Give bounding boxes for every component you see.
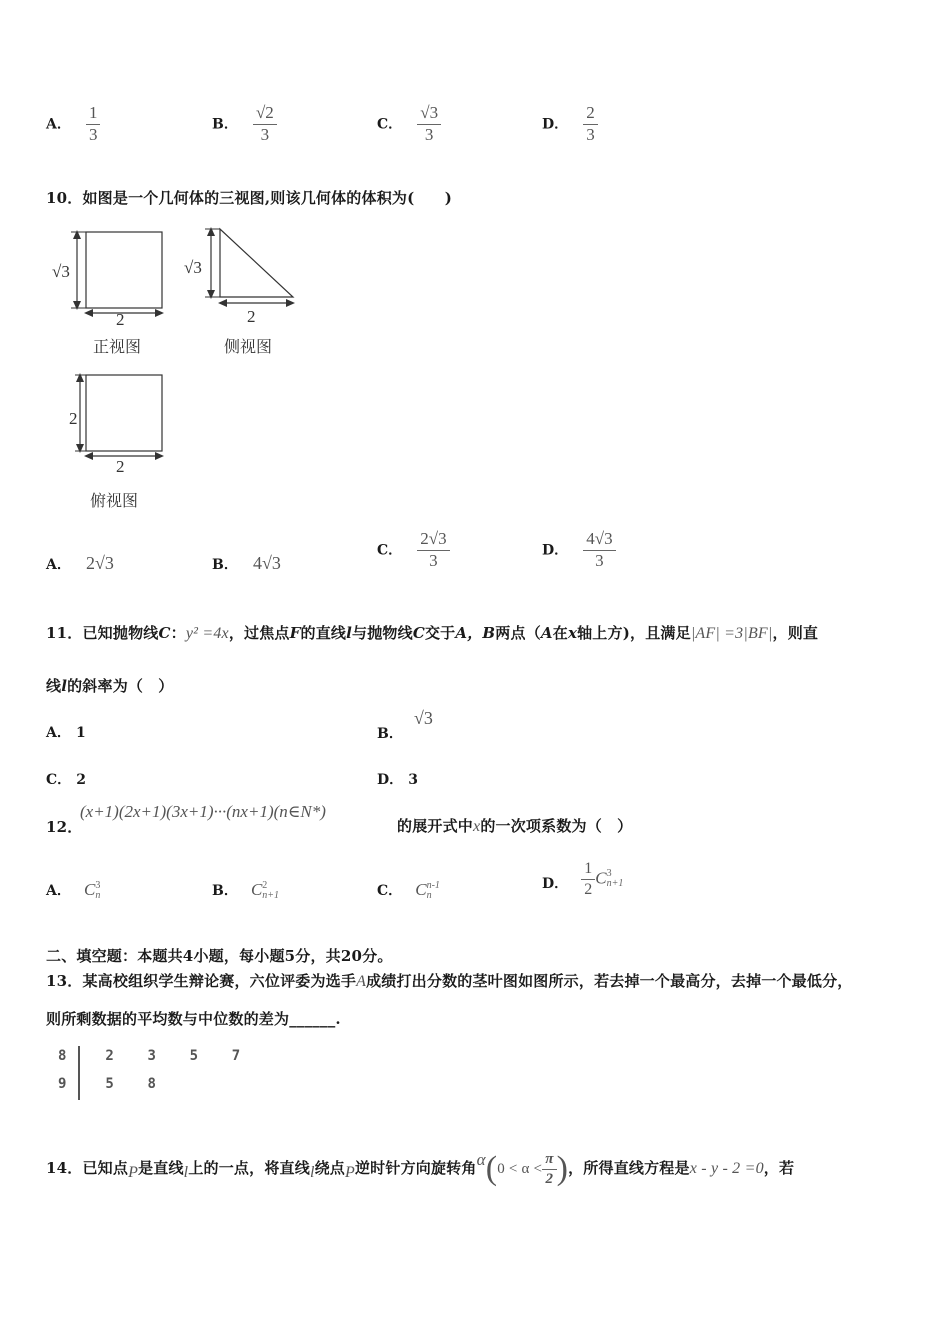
option-label: B． (377, 726, 403, 742)
option-value: 3 (408, 772, 418, 788)
option-label: C． (377, 542, 403, 559)
option-value: √3 (413, 708, 433, 728)
q12-text: 的展开式中x的一次项系数为（ ） (397, 817, 633, 835)
option-value: 2√3 (85, 553, 114, 573)
option-value: 1 (75, 725, 86, 741)
top-view-label: 俯视图 (90, 491, 139, 510)
q9-option-a (46, 104, 100, 144)
option-label: B． (212, 116, 238, 133)
fraction: $\frac{4√3}{3}$ (583, 530, 615, 570)
side-view-label: 侧视图 (224, 337, 273, 356)
q10-option-b (212, 553, 281, 574)
stem-row: 9 5 8 (58, 1076, 156, 1092)
q11-line2: 线l的斜率为（ ） (46, 677, 174, 695)
front-view-label: 正视图 (93, 337, 142, 356)
option-label: A． (46, 557, 71, 573)
q12-option-c: C． C n-1 n (377, 879, 440, 901)
top-view-width: 2 (116, 457, 125, 476)
q11-line1: 11．已知抛物线C：y² =4x，过焦点F的直线l与抛物线C交于A，B两点（A在x轴上方)，且满足|AF| =3|BF|，则直 (46, 624, 819, 642)
q10-option-c (377, 530, 450, 570)
option-label: A． (46, 116, 71, 133)
q11-option-b (377, 708, 433, 742)
section-heading: 二、填空题：本题共4小题，每小题5分，共20分。 (46, 947, 393, 965)
option-label: A． (46, 883, 71, 899)
option-label: C． (377, 883, 403, 899)
condition-expression: |AF| =3|BF| (690, 625, 773, 642)
fraction: $\frac{2√3}{3}$ (417, 530, 449, 570)
q11-option-d (377, 769, 418, 789)
q12-number: 12． (46, 818, 83, 836)
q12-option-d: D． $\frac{1}{2}$ C 3 n+1 (542, 860, 624, 898)
answer-blank[interactable]: ______ (289, 1010, 336, 1028)
option-label: C． (377, 116, 403, 133)
fraction: $\frac{\pi}{2}$ (542, 1151, 556, 1187)
fraction: $\frac{1}{3}$ (86, 104, 101, 144)
q14-line: 14．已知点P是直线l上的一点，将直线l绕点P逆时针方向旋转角α(0 < α < $\frac{\pi}{2}$ )，所得直线方程是x - y - 2 =0，若 (46, 1150, 795, 1187)
q12-option-b: B． C 2 n+1 (212, 879, 280, 901)
fraction: $\frac{√2}{3}$ (253, 104, 277, 144)
q10-option-a (46, 553, 114, 574)
line-equation: x - y - 2 =0 (689, 1160, 764, 1177)
side-view-height: √3 (184, 258, 202, 277)
top-view-figure (46, 370, 171, 470)
option-label: D． (542, 116, 569, 133)
q9-option-b (212, 104, 277, 144)
q9-option-c (377, 104, 441, 144)
q13-line2: 则所剩数据的平均数与中位数的差为______. (46, 1010, 341, 1028)
option-label: D． (542, 875, 569, 892)
q11-option-c (46, 769, 86, 789)
q11-option-a (46, 722, 86, 742)
option-label: C． (46, 772, 72, 788)
option-label: A． (46, 725, 71, 741)
option-label: D． (377, 772, 404, 788)
q13-line1: 13．某高校组织学生辩论赛，六位评委为选手A成绩打出分数的茎叶图如图所示，若去掉一个最高分，去掉一个最低分， (46, 972, 853, 990)
fraction: $\frac{√3}{3}$ (417, 104, 441, 144)
q12-expression: (x+1)(2x+1)(3x+1)···(nx+1)(n∈N*) (80, 802, 326, 821)
front-view-width: 2 (116, 310, 125, 329)
option-value: 2 (76, 772, 86, 788)
option-label: B． (212, 557, 238, 573)
q12-option-a: A． C 3 n (46, 879, 101, 901)
front-view-height: √3 (52, 262, 70, 281)
q10-question: 10．如图是一个几何体的三视图,则该几何体的体积为( ) (46, 189, 453, 207)
option-label: B． (212, 883, 238, 899)
stem-row: 8 2 3 5 7 (58, 1048, 241, 1064)
top-view-height: 2 (69, 409, 78, 428)
fraction: $\frac{1}{2}$ (581, 860, 595, 898)
q10-option-d (542, 530, 616, 570)
fraction: $\frac{2}{3}$ (583, 104, 598, 144)
q9-option-d (542, 104, 598, 144)
option-value: 4√3 (252, 553, 281, 573)
option-label: D． (542, 542, 569, 559)
parabola-equation: y² =4x (185, 625, 229, 642)
side-view-width: 2 (247, 307, 256, 326)
